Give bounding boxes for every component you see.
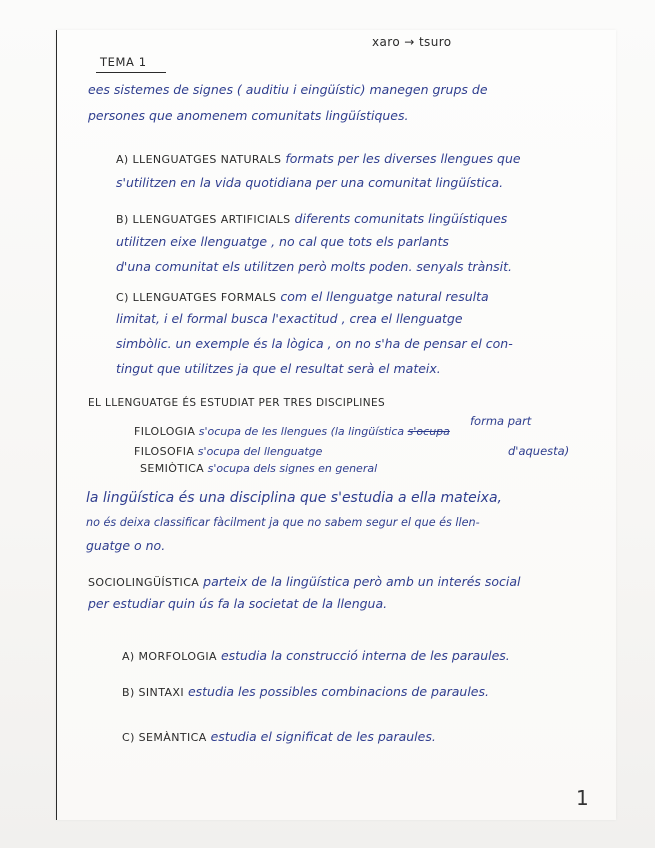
filosofia-line	[134, 446, 322, 457]
intro-line-2: persones que anomenem comunitats lingüístiques.	[88, 108, 409, 123]
language-a-line-1	[116, 150, 521, 166]
filologia-text: s'ocupa de les llengues (la lingüística	[195, 425, 405, 438]
language-b-text-1: diferents comunitats lingüístiques	[290, 211, 508, 226]
branch-morfologia-text: estudia la construcció interna de les paraules.	[216, 648, 510, 663]
topic-underline	[96, 72, 166, 73]
branch-sintaxi-label: B) SINTAXI	[122, 686, 184, 699]
intro-line-1: ees sistemes de signes ( auditiu i eingüístic) manegen grups de	[88, 82, 488, 97]
language-a-label: A) LLENGUATGES NATURALS	[116, 153, 282, 166]
language-c-line-1	[116, 288, 489, 304]
semiotica-line	[140, 463, 377, 474]
filologia-label: FILOLOGIA	[134, 425, 196, 438]
topic-title: TEMA 1	[100, 55, 147, 69]
filologia-line	[134, 426, 450, 437]
filosofia-label: FILOSOFIA	[134, 445, 195, 458]
language-c-line-3: simbòlic. un exemple és la lògica , on no s'ha de pensar el con-	[116, 336, 513, 351]
language-c-line-2: limitat, i el formal busca l'exactitud , crea el llenguatge	[116, 311, 463, 326]
linguistica-line-3: guatge o no.	[86, 538, 166, 553]
semiotica-text: s'ocupa dels signes en general	[204, 462, 378, 475]
branch-semantica	[122, 728, 436, 744]
socio-line-1	[88, 573, 521, 589]
filologia-note-1: forma part	[470, 414, 532, 428]
filologia-note-2: d'aquesta)	[508, 444, 570, 458]
branch-morfologia	[122, 647, 510, 663]
socio-text-1: parteix de la lingüística però amb un interés social	[199, 574, 521, 589]
language-c-text-1: com el llenguatge natural resulta	[276, 289, 489, 304]
branch-sintaxi	[122, 683, 489, 699]
disciplines-heading: EL LLENGUATGE ÉS ESTUDIAT PER TRES DISCIPLINES	[88, 397, 386, 409]
socio-line-2: per estudiar quin ús fa la societat de la llengua.	[88, 596, 388, 611]
language-b-line-2: utilitzen eixe llenguatge , no cal que tots els parlants	[116, 234, 449, 249]
linguistica-line-1: la lingüística és una disciplina que s'estudia a ella mateixa,	[86, 490, 502, 506]
header-note: xaro → tsuro	[372, 35, 452, 49]
branch-semantica-text: estudia el significat de les paraules.	[206, 729, 436, 744]
branch-morfologia-label: A) MORFOLOGIA	[122, 650, 217, 663]
filologia-struck-text: s'ocupa	[407, 425, 450, 438]
linguistica-line-2: no és deixa classificar fàcilment ja que no sabem segur el que és llen-	[86, 516, 480, 529]
semiotica-label: SEMIÒTICA	[140, 462, 205, 475]
filosofia-text: s'ocupa del llenguatge	[194, 445, 323, 458]
language-b-line-1	[116, 210, 507, 226]
margin-line	[56, 30, 57, 820]
language-b-label: B) LLENGUATGES ARTIFICIALS	[116, 213, 291, 226]
language-c-line-4: tingut que utilitzes ja que el resultat serà el mateix.	[116, 361, 441, 376]
branch-semantica-label: C) SEMÀNTICA	[122, 731, 207, 744]
language-a-text-1: formats per les diverses llengues que	[281, 151, 521, 166]
socio-label: SOCIOLINGÜÍSTICA	[88, 576, 200, 589]
language-b-line-3: d'una comunitat els utilitzen però molts poden. senyals trànsit.	[116, 259, 513, 274]
page-number: 1	[576, 786, 589, 810]
branch-sintaxi-text: estudia les possibles combinacions de paraules.	[183, 684, 489, 699]
language-a-line-2: s'utilitzen en la vida quotidiana per una comunitat lingüística.	[116, 175, 504, 190]
language-c-label: C) LLENGUATGES FORMALS	[116, 291, 277, 304]
